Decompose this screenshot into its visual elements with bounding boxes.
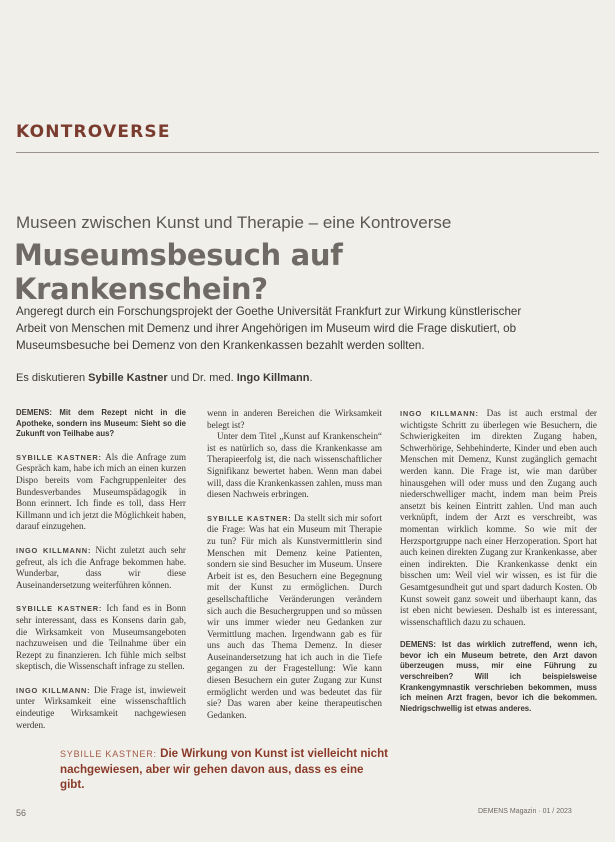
interview-answer bbox=[16, 545, 186, 591]
interview-question: DEMENS: Ist das wirklich zutreffend, wenn ich, bevor ich ein Museum betrete, den Arzt davon überzeugen muss, mir eine Führung zu verschreiben? Will ich beispielsweise Krankengymnastik verschrieben bekommen, muss ich meinen Arzt fragen, bevor ich die bekommen. Niedrigschwellig ist etwas anderes. bbox=[400, 640, 597, 713]
quote-text: Die Wirkung von Kunst ist vielleicht nicht nachgewiesen, aber wir gehen davon aus, dass es eine gibt. bbox=[60, 747, 389, 791]
interview-answer bbox=[400, 408, 597, 628]
answer-continuation: Unter dem Titel „Kunst auf Krankenschein“ ist es natürlich so, dass die Krankenkasse am Therapieerfolg ist, die nach wissenschaftlicher Signifikanz bewertet haben. Wenn man dabei will, dass die Krankenkassen zahlen, muss man diesen Nachweis erbringen. bbox=[207, 431, 382, 500]
answer-text: Als die Anfrage zum Gespräch kam, habe ich mich an einen kurzen Dispo bereits vom Fachgruppenleiter des Bundesverbandes Museumspädagogik in Bonn erinnert. Ich finde es toll, dass Herr Killmann und ich jetzt die Möglichkeit haben, darauf einzugehen. bbox=[16, 451, 186, 532]
interview-answer bbox=[16, 452, 186, 533]
article-lead: Angeregt durch ein Forschungsprojekt der Goethe Universität Frankfurt zur Wirkung künstlerischer Arbeit von Menschen mit Demenz und ihrer Angehörigen im Museum wird die Frage diskutiert, ob Museumsbesuche bei Demenz von den Krankenkassen bezahlt werden sollten. bbox=[16, 305, 522, 352]
speaker-label: SYBILLE KASTNER: bbox=[207, 513, 292, 523]
speaker-label: INGO KILLMANN: bbox=[16, 685, 91, 695]
text-column-2 bbox=[207, 408, 382, 733]
discuss-mid: und Dr. med. bbox=[170, 372, 234, 384]
discussants-line bbox=[16, 372, 536, 384]
answer-text: Das ist auch erstmal der wichtigste Schritt zu überlegen wie Besuchern, die Schwierigkeiten im direkten Zugang haben, Schwerhörige, Sehbehinderte, Kinder und eben auch Menschen mit Demenz, Kunst zugänglich gemacht werden kann. Die Frage ist, wie man darüber hinausgehen will oder muss und den Zugang auch niederschwelliger macht, indem man beim Preis ansetzt bis keinen Eintritt zahlen. Und man auch verknüpft, indem der Arzt es verschreibt, was momentan wirklich komme. So wie mit der Herzsportgruppe nach einer Herzoperation. Sport hat auch keinen direkten Zugang zur Krankenkasse, aber einen indirekten. Die Krankenkasse denkt ein bisschen um: Weil viel wir wissen, es ist für die Gesamtgesundheit gut und spart dadurch Kosten. Ob Kunst soweit ganz soweit und überhaupt kann, das ist eben nicht bewiesen. Deshalb ist es interessant, wissenschaftlich dazu zu schauen. bbox=[400, 408, 597, 627]
page-number: 56 bbox=[16, 808, 27, 818]
speaker-label: SYBILLE KASTNER: bbox=[16, 604, 103, 614]
text-column-3 bbox=[400, 408, 597, 726]
interview-answer bbox=[207, 513, 382, 722]
interview-answer bbox=[16, 603, 186, 673]
answer-text: Nicht zuletzt auch sehr gefreut, als ich die Anfrage bekommen habe. Wunderbar, dass wir diese Auseinandersetzung weiterführen können. bbox=[16, 544, 186, 590]
speaker-label: INGO KILLMANN: bbox=[400, 409, 479, 418]
discussant-1: Sybille Kastner bbox=[88, 372, 168, 384]
article-headline: Museumsbesuch auf Krankenschein? bbox=[14, 238, 343, 306]
speaker-label: SYBILLE KASTNER: bbox=[16, 452, 102, 462]
discuss-prefix: Es diskutieren bbox=[16, 372, 86, 384]
speaker-label: INGO KILLMANN: bbox=[16, 545, 92, 555]
interview-answer bbox=[16, 685, 186, 731]
discuss-end: . bbox=[309, 372, 313, 384]
interview-question: DEMENS: Mit dem Rezept nicht in die Apotheke, sondern ins Museum: Sieht so die Zukunft von Teilhabe aus? bbox=[16, 408, 186, 439]
discussant-2: Ingo Killmann bbox=[236, 372, 310, 384]
section-label: KONTROVERSE bbox=[16, 122, 171, 142]
answer-text: Ich fand es in Bonn sehr interessant, dass es Konsens darin gab, die Wirksamkeit von Museumsangeboten nachzuweisen und die Teilnahme über ein Rezept zu finanzieren. Ich fühle mich selbst skeptisch, die Wissenschaft infrage zu stellen. bbox=[16, 603, 187, 672]
pull-quote bbox=[60, 746, 390, 792]
section-divider bbox=[16, 152, 599, 153]
quote-speaker: SYBILLE KASTNER: bbox=[60, 749, 157, 759]
answer-text: Da stellt sich mir sofort die Frage: Was hat ein Museum mit Therapie zu tun? Für mich als Kunstvermittlerin sind Menschen mit Demenz keine Patienten, sondern sie sind Besucher im Museum. Unsere Arbeit ist es, den Besuchern eine Begegnung mit der Kunst zu ermöglichen. Durch gesellschaftliche Veränderungen verändern sich auch die Besuchergruppen und so müssen wir uns immer wieder neu Gedanken zur Vermittlung machen. Irgendwann gab es für uns auch das Thema Demenz. In dieser Auseinandersetzung hat ich auch in die Tiefe gegangen zu der Fragestellung: Wie kann diesen Besuchern ein guter Zugang zur Kunst ermöglicht werden und was bedeutet das für sie? Das waren aber keine therapeutischen Gedanken. bbox=[207, 512, 382, 720]
answer-continuation: wenn in anderen Bereichen die Wirksamkeit belegt ist? bbox=[207, 408, 382, 430]
article-kicker: Museen zwischen Kunst und Therapie – eine Kontroverse bbox=[16, 213, 452, 232]
answer-text: Die Frage ist, inwieweit unter Wirksamkeit eine wissenschaftlich eindeutige Wirksamkeit nachgewiesen werden. bbox=[16, 684, 186, 730]
footer-issue: DEMENS Magazin · 01 / 2023 bbox=[478, 808, 572, 815]
text-column-1 bbox=[16, 408, 186, 743]
